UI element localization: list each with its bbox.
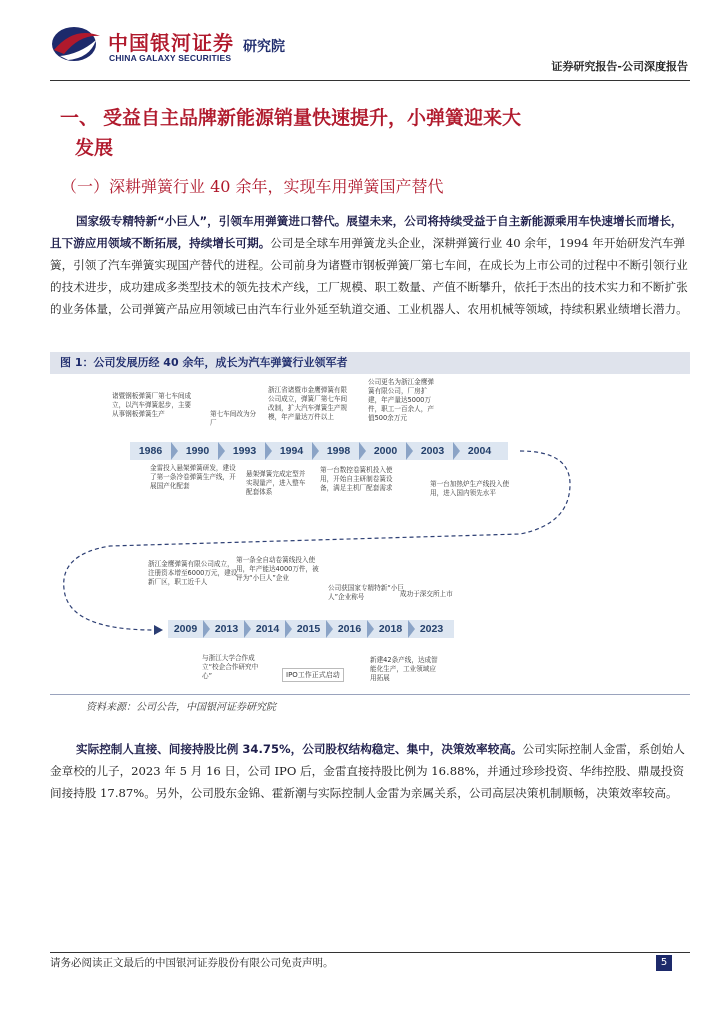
footer-divider	[50, 952, 690, 953]
note-2003: 公司更名为浙江金鹰弹簧有限公司，厂房扩建，年产量达5000万件，职工一百余人，产值500余万元	[368, 378, 434, 422]
timeline-figure	[50, 374, 690, 695]
note-1990: 金雷投入悬架弹簧研发，建设了第一条冷卷弹簧生产线，开展国产化配套	[150, 464, 236, 490]
row1-year-1986: 1986	[138, 445, 163, 457]
footer-disclaimer: 请务必阅读正文最后的中国银河证券股份有限公司免责声明。	[50, 957, 334, 969]
note-2014: 第一条全自动卷簧线投入使用，年产能达4000万件，被评为“小巨人”企业	[236, 556, 319, 582]
paragraph-body: 公司实际控制人金雷，系创始人金章校的儿子，2023 年 5 月 16 日，公司 IPO 后，金雷直接持股比例为 16.88%，并通过珍珍投资、华纬控股、鼎晟投资间接持股 17.87%。另外，公司股东金锦、霍新潮与实际控制人金雷为亲属关系，公司高层决策机制顺畅，决策效率较高。	[50, 742, 685, 800]
row2-year-2014: 2014	[255, 623, 280, 635]
galaxy-logo-icon	[50, 24, 104, 64]
figure-title: 图 1：公司发展历经 40 余年，成长为汽车弹簧行业领军者	[50, 352, 690, 374]
row1-year-1994: 1994	[279, 445, 304, 457]
note-1993: 第七车间改为分厂	[210, 410, 257, 427]
section-number: 一、	[60, 107, 99, 129]
note-2016: 公司获国家专精特新“小巨人”企业称号	[328, 584, 404, 601]
note-2018: 新建42条产线，达成智能化生产，工业领域应用拓展	[370, 656, 438, 682]
row2-year-2016: 2016	[337, 623, 362, 635]
note-1998: 浙江省诸暨市金鹰弹簧有限公司成立，弹簧厂第七车间改制，扩大汽车弹簧生产规模，年产量达万件以上	[268, 386, 348, 421]
paragraph-company-overview	[50, 210, 690, 320]
row2-year-2023: 2023	[419, 623, 444, 635]
paragraph-shareholding	[50, 738, 690, 804]
ipo-label: IPO工作正式启动	[282, 668, 344, 682]
note-2023: 成功于深交所上市	[400, 590, 453, 598]
note-2013: 与浙江大学合作成立“校企合作研究中心”	[202, 654, 259, 680]
logo-chinese-name: 中国银河证券	[108, 31, 234, 55]
row2-year-2013: 2013	[214, 623, 239, 635]
row2-year-2015: 2015	[296, 623, 321, 635]
section-title-line2: 发展	[75, 137, 114, 159]
row1-year-1993: 1993	[232, 445, 257, 457]
subsection-title: （一）深耕弹簧行业 40 余年，实现车用弹簧国产替代	[61, 177, 444, 196]
logo-english-name: CHINA GALAXY SECURITIES	[109, 53, 232, 63]
section-title-line1: 受益自主品牌新能源销量快速提升，小弹簧迎来大	[103, 107, 522, 129]
note-1986: 诸暨钢板弹簧厂第七车间成立，以汽车弹簧起步，主要从事钢板弹簧生产	[112, 392, 192, 418]
note-2009: 浙江金鹰弹簧有限公司成立，注册资本增至6000万元，建设新厂区，职工近千人	[148, 560, 238, 586]
institute-label: 研究院	[243, 39, 285, 55]
row1-year-2004: 2004	[467, 445, 492, 457]
paragraph-lead: 国家级专精特新“小巨人”，引领车用弹簧进口替代。展望未来，公司将持续受益于自主新能源乘用车快速增长而增长，且下游应用领域不断拓展，持续增长可期。	[50, 214, 683, 250]
row2-year-2009: 2009	[173, 623, 198, 635]
header-divider	[50, 80, 690, 81]
row1-year-2003: 2003	[420, 445, 445, 457]
report-type: 证券研究报告-公司深度报告	[551, 60, 688, 73]
figure-source: 资料来源：公司公告，中国银河证券研究院	[86, 702, 276, 713]
row2-year-2018: 2018	[378, 623, 403, 635]
row1-year-2000: 2000	[373, 445, 398, 457]
row1-year-1998: 1998	[326, 445, 351, 457]
paragraph-body: 公司是全球车用弹簧龙头企业，深耕弹簧行业 40 余年，1994 年开始研发汽车弹簧，引领了汽车弹簧实现国产替代的进程。公司前身为诸暨市钢板弹簧厂第七车间，在成长为上市公司的过程中不断引领行业的技术进步，成功建成多类型技术的领先技术产线，工厂规模、职工数量、产值不断攀升，依托于杰出的技术实力和不断扩张的业务体量，公司弹簧产品应用领域已由汽车行业外延至轨道交通、工业机器人、农用机械等领域，持续积累业绩增长潜力。	[50, 236, 688, 316]
note-1994: 悬架弹簧完成定型并实现量产，进入整车配套体系	[246, 470, 306, 496]
paragraph-lead: 实际控制人直接、间接持股比例 34.75%，公司股权结构稳定、集中，决策效率较高。	[76, 742, 523, 756]
row1-year-1990: 1990	[185, 445, 210, 457]
page-number: 5	[656, 955, 672, 971]
note-2004: 第一台加热炉生产线投入使用，进入国内领先水平	[430, 480, 510, 497]
note-2000: 第一台数控卷簧机投入使用，开始自主研制卷簧设备，满足主机厂配套需求	[320, 466, 393, 492]
